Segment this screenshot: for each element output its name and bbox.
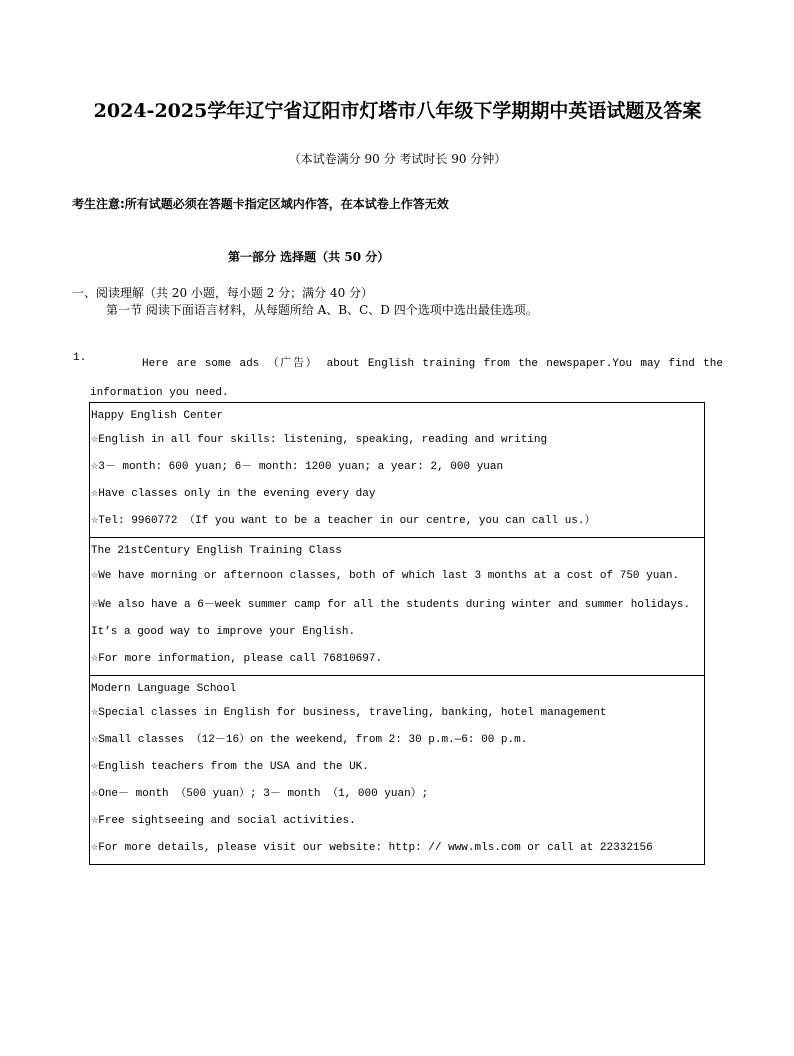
star-icon: ☆ xyxy=(91,840,99,854)
ad-item: ☆English teachers from the USA and the UK. xyxy=(91,759,369,773)
ad-name: Modern Language School xyxy=(91,683,237,695)
ad-name: The 21stCentury English Training Class xyxy=(91,545,342,557)
ad-item: ☆Small classes （12－16）on the weekend, from 2: 30 p.m.—6: 00 p.m. xyxy=(91,732,528,746)
document-title: 2024-2025学年辽宁省辽阳市灯塔市八年级下学期期中英语试题及答案 xyxy=(93,100,702,122)
ad-name: Happy English Center xyxy=(91,410,224,422)
exam-notice: 考生注意:所有试题必须在答题卡指定区域内作答，在本试卷上作答无效 xyxy=(72,197,449,211)
ad-row-21st-century xyxy=(90,538,705,676)
star-icon: ☆ xyxy=(91,813,99,827)
question-text: Here are some ads （广告） about English training from the newspaper.You may find the information you need. xyxy=(90,358,723,399)
part-heading: 第一部分 选择题（共 50 分） xyxy=(228,250,390,264)
section-title: 一、阅读理解（共 20 小题，每小题 2 分；满分 40 分） xyxy=(72,286,374,300)
section-instruction: 第一节 阅读下面语言材料，从每题所给 A、B、C、D 四个选项中选出最佳选项。 xyxy=(106,303,538,317)
ad-item: ☆Special classes in English for business, traveling, banking, hotel management xyxy=(91,705,607,719)
star-icon: ☆ xyxy=(91,597,99,611)
ad-row-modern-language xyxy=(90,676,705,865)
question-number: 1. xyxy=(73,352,87,364)
ad-item: ☆Tel: 9960772 （If you want to be a teacher in our centre, you can call us.） xyxy=(91,513,596,527)
star-icon: ☆ xyxy=(91,759,99,773)
star-icon: ☆ xyxy=(91,705,99,719)
ad-plain-text: It’s a good way to improve your English. xyxy=(91,626,356,638)
star-icon: ☆ xyxy=(91,459,99,473)
ad-cell xyxy=(90,538,705,676)
star-icon: ☆ xyxy=(91,568,99,582)
ad-item: ☆One－ month （500 yuan）; 3－ month （1, 000 yuan）; xyxy=(91,786,429,800)
ad-item: ☆Free sightseeing and social activities. xyxy=(91,813,356,827)
ads-table xyxy=(89,402,705,865)
ad-item: ☆Have classes only in the evening every day xyxy=(91,486,376,500)
exam-info: （本试卷满分 90 分 考试时长 90 分钟） xyxy=(288,152,507,166)
star-icon: ☆ xyxy=(91,786,99,800)
star-icon: ☆ xyxy=(91,732,99,746)
ad-item: ☆For more details, please visit our website: http: // www.mls.com or call at 22332156 xyxy=(91,840,653,854)
star-icon: ☆ xyxy=(91,513,99,527)
star-icon: ☆ xyxy=(91,432,99,446)
star-icon: ☆ xyxy=(91,651,99,665)
ad-row-happy-english xyxy=(90,403,705,538)
ad-cell xyxy=(90,676,705,865)
ad-item: ☆English in all four skills: listening, speaking, reading and writing xyxy=(91,432,548,446)
ad-item: ☆We also have a 6－week summer camp for all the students during winter and summer holidays. xyxy=(91,597,691,611)
ad-item: ☆3－ month: 600 yuan; 6－ month: 1200 yuan; a year: 2, 000 yuan xyxy=(91,459,504,473)
ad-item: ☆For more information, please call 76810697. xyxy=(91,651,383,665)
ad-cell xyxy=(90,403,705,538)
star-icon: ☆ xyxy=(91,486,99,500)
ad-item: ☆We have morning or afternoon classes, both of which last 3 months at a cost of 750 yuan. xyxy=(91,568,680,582)
